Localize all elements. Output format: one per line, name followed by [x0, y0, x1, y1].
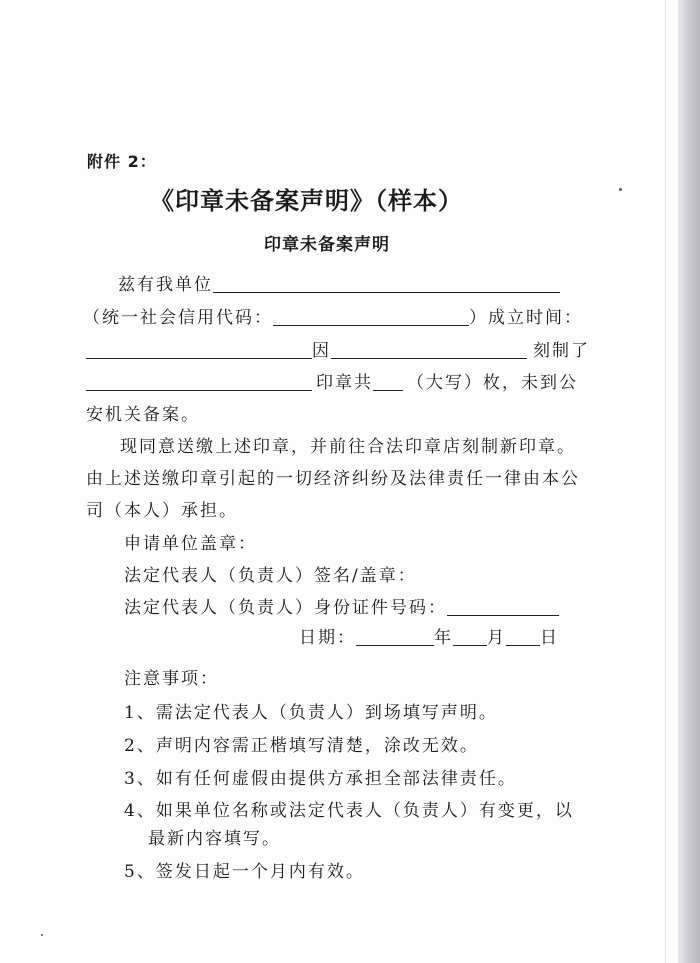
unit-prefix: 兹有我单位: [118, 275, 213, 295]
para2-line-3: 司（本人）承担。: [86, 501, 238, 521]
reason-blank: [331, 340, 527, 359]
unit-seal-label: 申请单位盖章：: [124, 534, 257, 554]
founding-time-label: ）成立时间：: [469, 308, 583, 328]
date-label: 日期：: [299, 628, 356, 648]
page-edge-shadow: [678, 0, 700, 963]
month-label: 月: [487, 628, 506, 648]
rep-sign-label: 法定代表人（负责人）签名/盖章：: [124, 566, 417, 586]
seal-count-suffix: （大写）枚，未到公: [407, 373, 578, 393]
attachment-label: 附件 2：: [87, 152, 157, 171]
note-item-4: 4、如果单位名称或法定代表人（负责人）有变更，以: [124, 801, 574, 821]
year-blank: [356, 627, 434, 646]
note-item-3: 3、如有任何虚假由提供方承担全部法律责任。: [124, 769, 517, 789]
body-line-5: 安机关备案。: [86, 405, 200, 425]
rep-id-blank: [447, 597, 559, 616]
rep-id-line: [124, 593, 559, 618]
credit-code-blank: [273, 307, 469, 326]
date-line: [299, 623, 559, 648]
note-item-1: 1、需法定代表人（负责人）到场填写声明。: [124, 703, 498, 723]
body-line-3: [86, 336, 590, 361]
seal-count-blank: [373, 372, 403, 391]
day-blank: [506, 627, 540, 646]
note-item-2: 2、声明内容需正楷填写清楚，涂改无效。: [124, 736, 479, 756]
page-edge-line: [665, 0, 666, 963]
unit-name-blank: [213, 274, 560, 293]
seal-count-label: 印章共: [316, 373, 373, 393]
para2-line-2: 由上述送缴印章引起的一切经济纠纷及法律责任一律由本公: [86, 469, 580, 489]
document-title: 《印章未备案声明》（样本）: [150, 187, 463, 215]
notes-heading: 注意事项：: [124, 669, 219, 689]
scan-speck: [41, 934, 43, 936]
month-blank: [453, 627, 487, 646]
body-line-1: [118, 270, 560, 295]
note-item-5: 5、签发日起一个月内有效。: [124, 862, 365, 882]
para2-line-1: 现同意送缴上述印章，并前往合法印章店刻制新印章。: [120, 437, 576, 457]
engraved-label: 刻制了: [533, 341, 590, 361]
year-label: 年: [434, 628, 453, 648]
body-line-4: [86, 368, 578, 393]
day-label: 日: [540, 628, 559, 648]
statement-subtitle: 印章未备案声明: [264, 235, 390, 255]
reason-label: 因: [312, 341, 331, 361]
seal-type-blank: [86, 372, 312, 391]
body-line-2: [83, 303, 583, 328]
scan-speck: [619, 188, 622, 191]
founding-time-blank: [86, 340, 312, 359]
rep-id-label: 法定代表人（负责人）身份证件号码：: [124, 598, 447, 618]
note-item-4-cont: 最新内容填写。: [148, 829, 281, 849]
credit-code-prefix: （统一社会信用代码：: [83, 308, 273, 328]
